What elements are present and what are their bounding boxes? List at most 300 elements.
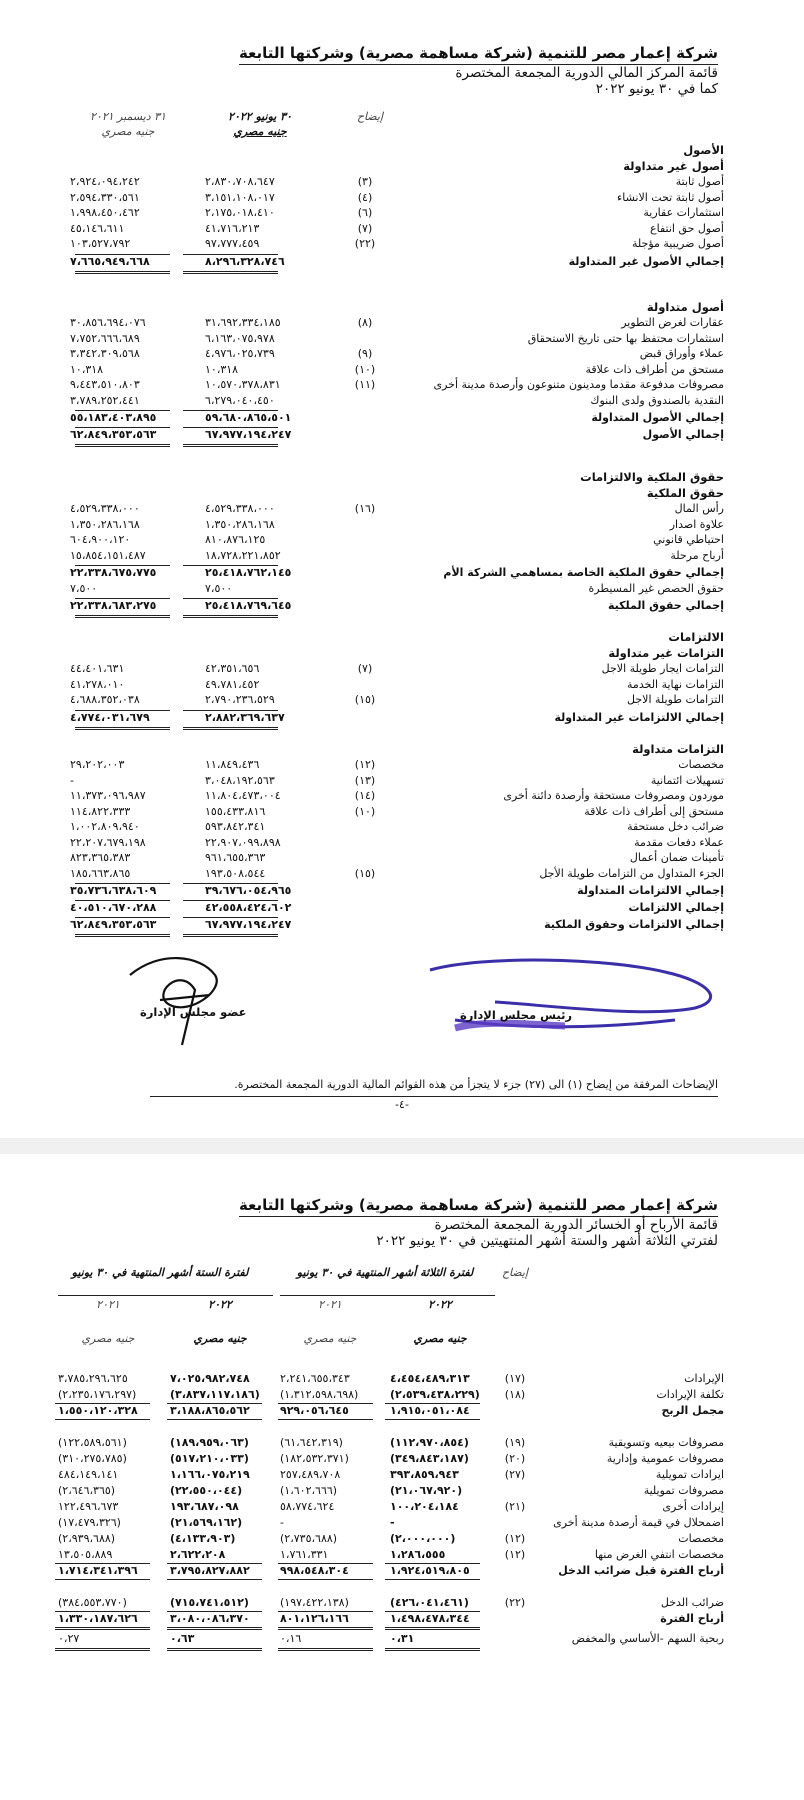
value-6m-2021: ٠،٢٧ bbox=[58, 1632, 80, 1645]
value-2022: ٧،٥٠٠ bbox=[205, 582, 233, 595]
table-row bbox=[0, 175, 804, 191]
year-2021-6m: ٢٠٢١ bbox=[96, 1298, 120, 1311]
table-row bbox=[0, 582, 804, 598]
value-6m-2022: (١٨٩،٩٥٩،٠٦٣) bbox=[170, 1436, 249, 1449]
eq-liab-total-rule-2022 bbox=[183, 934, 278, 937]
pretax-under-rule-0 bbox=[385, 1579, 480, 1580]
row-label: ايرادات تمويلية bbox=[655, 1468, 724, 1481]
value-2022: ١٠،٣١٨ bbox=[205, 362, 239, 376]
value-3m-2022: ٤،٤٥٤،٤٨٩،٣١٣ bbox=[390, 1372, 470, 1385]
row-label: أرباح مرحلة bbox=[670, 548, 724, 562]
value-2021: ٢٢،٣٣٨،٦٧٥،٧٧٥ bbox=[70, 566, 157, 579]
eq-total-rule-2021 bbox=[75, 615, 170, 618]
value-6m-2022: ٣،٠٨٠،٠٨٦،٣٧٠ bbox=[170, 1612, 250, 1625]
page2-header bbox=[239, 1196, 718, 1249]
table-row bbox=[0, 316, 804, 332]
row-label: عقارات لغرض التطوير bbox=[621, 316, 724, 329]
section-liabilities: الالتزامات bbox=[668, 630, 724, 644]
value-2021: ٩،٤٤٣،٥١٠،٨٠٣ bbox=[70, 378, 140, 391]
value-2022: ٢٥،٤١٨،٧٦٩،٦٤٥ bbox=[205, 599, 292, 612]
value-2022: ٦،٢٧٩،٠٤٠،٤٥٠ bbox=[205, 393, 275, 407]
table-row bbox=[0, 533, 804, 549]
eq-total-rule-2022 bbox=[183, 615, 278, 618]
value-2022: ٢،١٧٥،٠١٨،٤١٠ bbox=[205, 206, 275, 219]
row-label: أرباح الفترة bbox=[660, 1612, 724, 1625]
board-member-signature bbox=[120, 945, 230, 1055]
gross-rule-3 bbox=[55, 1403, 150, 1404]
table-row bbox=[0, 884, 804, 900]
row-label: مصروفات عمومية وإدارية bbox=[606, 1452, 724, 1465]
value-3m-2022: (١١٢،٩٧٠،٨٥٤) bbox=[390, 1436, 469, 1449]
value-2022: ١١،٨٤٩،٤٣٦ bbox=[205, 758, 260, 771]
value-3m-2021: ٢٥٧،٤٨٩،٧٠٨ bbox=[280, 1468, 341, 1481]
value-2022: ٢،٨٣٠،٧٠٨،٦٤٧ bbox=[205, 175, 275, 188]
value-2022: ٢٥،٤١٨،٧٦٢،١٤٥ bbox=[205, 566, 292, 579]
table-row bbox=[0, 711, 804, 727]
value-3m-2022: ١،٩٢٤،٥١٩،٨٠٥ bbox=[390, 1564, 470, 1577]
value-3m-2022: (٢،٠٠٠،٠٠٠) bbox=[390, 1532, 456, 1545]
value-3m-2021: (١،٦٠٢،٦٦٦) bbox=[280, 1484, 338, 1497]
value-2021: ١،٣٥٠،٢٨٦،١٦٨ bbox=[70, 517, 140, 531]
value-2021: ٣،٣٤٢،٣٠٩،٥٦٨ bbox=[70, 347, 140, 360]
value-6m-2021: (٢،٦٤٦،٣٦٥) bbox=[58, 1484, 116, 1497]
net-under-rule-3 bbox=[55, 1627, 150, 1630]
col-2021-unit: جنيه مصري bbox=[101, 125, 155, 138]
section-equity: حقوق الملكية bbox=[646, 486, 724, 500]
value-2021: ٢٢،٢٠٧،٦٧٩،١٩٨ bbox=[70, 835, 146, 849]
value-6m-2021: (٢،٢٣٥،١٧٦،٢٩٧) bbox=[58, 1388, 137, 1401]
value-2022: ١٨،٧٢٨،٢٢١،٨٥٢ bbox=[205, 548, 281, 562]
value-2022: ٩٧،٧٧٧،٤٥٩ bbox=[205, 237, 260, 250]
page1-header bbox=[239, 44, 718, 97]
nca-total-rule-2021 bbox=[75, 271, 170, 274]
value-3m-2021: ٢،٢٤١،٦٥٥،٣٤٣ bbox=[280, 1372, 350, 1385]
col-2022-date: ٣٠ يونيو ٢٠٢٢ bbox=[228, 110, 292, 123]
row-label: إجمالي حقوق الملكية الخاصة بمساهمي الشركة الأم bbox=[443, 566, 724, 579]
value-2022: ٦٧،٩٧٧،١٩٤،٢٤٧ bbox=[205, 428, 292, 441]
board-member-label: عضو مجلس الإدارة bbox=[140, 1005, 247, 1019]
value-6m-2022: ١،١٦٦،٠٧٥،٢١٩ bbox=[170, 1468, 250, 1481]
value-2021: ٧،٧٥٢،٦٦٦،٦٨٩ bbox=[70, 331, 140, 345]
section-current-liabilities: التزامات متداولة bbox=[632, 742, 724, 756]
value-2022: ٤٢،٥٥٨،٤٢٤،٦٠٢ bbox=[205, 901, 292, 914]
value-2022: ٣٩،٦٧٦،٠٥٤،٩٦٥ bbox=[205, 884, 292, 897]
value-6m-2022: ٣،١٨٨،٨٦٥،٥٦٢ bbox=[170, 1404, 250, 1417]
table-row bbox=[0, 378, 804, 394]
value-3m-2022: (٤٢٦،٠٤١،٤٦١) bbox=[390, 1596, 469, 1609]
row-label: مصروفات تمويلية bbox=[643, 1484, 724, 1497]
income-statement-page bbox=[0, 1154, 804, 1800]
assets-total-rule-2021 bbox=[75, 444, 170, 447]
value-6m-2022: (٢٢،٥٥٠،٠٤٤) bbox=[170, 1484, 243, 1497]
row-label: حقوق الحصص غير المسيطرة bbox=[588, 582, 724, 595]
row-note: (١٥) bbox=[354, 693, 376, 706]
value-6m-2021: (١٢٢،٥٨٩،٥٦١) bbox=[58, 1436, 127, 1449]
gross-under-rule-3 bbox=[55, 1419, 150, 1420]
row-label: أصول ثابتة bbox=[675, 175, 724, 188]
unit-2022-3m: جنيه مصري bbox=[413, 1332, 467, 1345]
footnote: الإيضاحات المرفقة من إيضاح (١) الى (٢٧) جزء لا يتجزأ من هذه القوائم المالية الدورية المجمعة المختصرة. bbox=[234, 1078, 718, 1091]
row-label: تأمينات ضمان أعمال bbox=[629, 851, 724, 864]
statement-title: قائمة المركز المالي الدورية المجمعة المختصرة bbox=[455, 65, 718, 81]
row-label: الإيرادات bbox=[684, 1372, 724, 1385]
unit-2021-6m: جنيه مصري bbox=[81, 1332, 135, 1345]
page-number: -٤- bbox=[395, 1098, 409, 1111]
value-2022: ١٠،٥٧٠،٣٧٨،٨٣١ bbox=[205, 378, 281, 391]
table-row bbox=[0, 901, 804, 917]
value-2021: ٤،٧٧٤،٠٣١،٦٧٩ bbox=[70, 710, 150, 724]
row-note: (١٨) bbox=[504, 1388, 526, 1401]
row-label: ربحية السهم -الأساسي والمخفض bbox=[571, 1632, 724, 1645]
row-label: رأس المال bbox=[674, 502, 724, 515]
row-label: التزامات طويلة الاجل bbox=[627, 693, 724, 706]
value-6m-2021: (٣٨٤،٥٥٣،٧٧٠) bbox=[58, 1596, 127, 1609]
value-2021: ١،٩٩٨،٤٥٠،٤٦٢ bbox=[70, 206, 140, 219]
table-row bbox=[0, 549, 804, 565]
row-label: مستحق إلى أطراف ذات علاقة bbox=[584, 804, 724, 818]
value-2021: ١٠،٣١٨ bbox=[70, 362, 104, 376]
col-2021-date: ٣١ ديسمبر ٢٠٢١ bbox=[90, 110, 166, 123]
value-2021: ١٠٣،٥٢٧،٧٩٢ bbox=[70, 237, 131, 250]
value-2021: ٢٢،٣٣٨،٦٨٣،٢٧٥ bbox=[70, 599, 157, 612]
value-2021: ١،٠٠٢،٨٠٩،٩٤٠ bbox=[70, 820, 140, 833]
value-2022: ٤٢،٣٥١،٦٥٦ bbox=[205, 662, 260, 675]
value-2021: ٨٢٣،٣٦٥،٣٨٣ bbox=[70, 851, 131, 864]
value-6m-2022: ٢،٦٢٢،٢٠٨ bbox=[170, 1548, 226, 1561]
eps-under-rule-1 bbox=[278, 1648, 373, 1651]
value-2022: ٤٩،٧٨١،٤٥٢ bbox=[205, 677, 260, 691]
ncl-total-rule-2021 bbox=[75, 727, 170, 730]
value-2021: ٣،٧٨٩،٢٥٢،٤٤١ bbox=[70, 393, 140, 407]
value-2022: ٩٦١،٦٥٥،٣٦٣ bbox=[205, 851, 266, 864]
value-2021: ١٥،٨٥٤،١٥١،٤٨٧ bbox=[70, 548, 146, 562]
row-label: تكلفة الإيرادات bbox=[656, 1388, 724, 1401]
eq-liab-total-rule-2021 bbox=[75, 934, 170, 937]
table-row bbox=[0, 1436, 804, 1452]
value-3m-2022: ٠،٣١ bbox=[390, 1632, 415, 1645]
value-6m-2021: (١٧،٤٧٩،٣٢٦) bbox=[58, 1516, 121, 1529]
row-label: التزامات ايجار طويلة الاجل bbox=[601, 662, 724, 675]
row-label: استثمارات عقارية bbox=[643, 206, 724, 219]
net-rule-1 bbox=[278, 1611, 373, 1612]
table-row bbox=[0, 599, 804, 615]
value-3m-2021: - bbox=[280, 1516, 284, 1529]
value-3m-2021: (١٨٢،٥٣٢،٣٧١) bbox=[280, 1452, 349, 1465]
value-2021: ٤٤،٤٠١،٦٣١ bbox=[70, 662, 125, 675]
section-equity-liabilities: حقوق الملكية والالتزامات bbox=[580, 470, 724, 484]
row-label: إجمالي الالتزامات المتداولة bbox=[577, 884, 724, 897]
value-3m-2022: ١،٤٩٨،٤٧٨،٣٤٤ bbox=[390, 1612, 470, 1625]
value-6m-2021: ١،٥٥٠،١٢٠،٣٢٨ bbox=[58, 1404, 138, 1417]
value-2022: ١١،٨٠٤،٤٧٣،٠٠٤ bbox=[205, 789, 281, 802]
row-note: (١٣) bbox=[354, 773, 376, 787]
row-note: (٦) bbox=[357, 206, 373, 219]
value-6m-2021: ٣،٧٨٥،٢٩٦،٦٢٥ bbox=[58, 1372, 128, 1385]
row-note: (١٤) bbox=[354, 789, 376, 802]
table-row bbox=[0, 428, 804, 444]
row-label: ضرائب الدخل bbox=[660, 1596, 724, 1609]
table-row bbox=[0, 394, 804, 410]
company-name-2: شركة إعمار مصر للتنمية (شركة مساهمة مصرية) وشركتها التابعة bbox=[239, 1196, 718, 1217]
row-label: علاوة اصدار bbox=[669, 517, 724, 531]
value-2022: ٨١٠،٨٧٦،١٢٥ bbox=[205, 533, 266, 546]
row-label: مصروفات مدفوعة مقدما ومدينون متنوعون وأرصدة مدينة أخرى bbox=[433, 378, 724, 391]
row-label: مجمل الربح bbox=[661, 1404, 724, 1417]
table-row bbox=[0, 502, 804, 518]
value-6m-2022: (٧١٥،٧٤١،٥١٢) bbox=[170, 1596, 249, 1609]
table-row bbox=[0, 1612, 804, 1628]
table-row bbox=[0, 347, 804, 363]
value-2021: ٥٥،١٨٣،٤٠٣،٨٩٥ bbox=[70, 411, 157, 424]
row-note: (١٥) bbox=[354, 866, 376, 880]
value-6m-2022: (٢١،٥٦٩،١٦٢) bbox=[170, 1516, 243, 1529]
section-current-assets: أصول متداولة bbox=[646, 300, 724, 314]
footnote-rule bbox=[150, 1096, 718, 1097]
row-label: إجمالي الالتزامات غير المتداولة bbox=[554, 710, 724, 724]
ncl-total-rule-2022 bbox=[183, 727, 278, 730]
value-6m-2022: (٤،١٣٣،٩٠٣) bbox=[170, 1532, 236, 1545]
row-note: (١٢) bbox=[354, 758, 376, 771]
gross-under-rule-1 bbox=[278, 1419, 373, 1420]
gross-rule-0 bbox=[385, 1403, 480, 1404]
section-noncurrent-assets: أصول غير متداولة bbox=[623, 159, 724, 173]
table-row bbox=[0, 693, 804, 709]
table-row bbox=[0, 758, 804, 774]
row-label: إيرادات أخرى bbox=[662, 1500, 724, 1513]
table-row bbox=[0, 1516, 804, 1532]
value-2022: ٢٢،٩٠٧،٠٩٩،٨٩٨ bbox=[205, 835, 281, 849]
net-under-rule-2 bbox=[167, 1627, 262, 1630]
table-row bbox=[0, 237, 804, 253]
value-2022: ٦،١٦٣،٠٧٥،٩٧٨ bbox=[205, 331, 275, 345]
row-note: (١٦) bbox=[354, 502, 376, 515]
table-row bbox=[0, 820, 804, 836]
table-row bbox=[0, 222, 804, 238]
value-2021: ١٨٥،٦٦٣،٨٦٥ bbox=[70, 866, 131, 880]
row-note: (١٠) bbox=[354, 362, 376, 376]
row-note: (١٩) bbox=[504, 1436, 526, 1449]
value-2022: ٥٩،٦٨٠،٨٦٥،٥٠١ bbox=[205, 411, 292, 424]
three-month-group: لفترة الثلاثة أشهر المنتهية في ٣٠ يونيو bbox=[296, 1266, 474, 1279]
row-label: أرباح الفترة قبل ضرائب الدخل bbox=[558, 1564, 724, 1577]
value-3m-2021: (١،٣١٢،٥٩٨،٦٩٨) bbox=[280, 1388, 359, 1401]
row-note: (٨) bbox=[357, 316, 373, 329]
table-row bbox=[0, 1468, 804, 1484]
value-6m-2022: ٣،٧٩٥،٨٢٧،٨٨٢ bbox=[170, 1564, 250, 1577]
row-label: استثمارات محتفظ بها حتى تاريخ الاستحقاق bbox=[527, 331, 724, 345]
pretax-rule-2 bbox=[167, 1563, 262, 1564]
chairman-signature bbox=[425, 950, 725, 1040]
table-row bbox=[0, 867, 804, 883]
value-3m-2021: ٠،١٦ bbox=[280, 1632, 302, 1645]
value-3m-2022: ٣٩٣،٨٥٩،٩٤٣ bbox=[390, 1468, 459, 1481]
assets-total-rule-2022 bbox=[183, 444, 278, 447]
value-6m-2022: (٥١٧،٢١٠،٠٣٣) bbox=[170, 1452, 249, 1465]
table-row bbox=[0, 789, 804, 805]
table-row bbox=[0, 191, 804, 207]
row-note: (٧) bbox=[357, 662, 373, 675]
value-2022: ١٥٥،٤٣٣،٨١٦ bbox=[205, 804, 266, 818]
row-label: أصول حق انتفاع bbox=[650, 221, 724, 235]
eps-under-rule-0 bbox=[385, 1648, 480, 1651]
row-note: (٢٠) bbox=[504, 1452, 526, 1465]
row-label: مخصصات bbox=[678, 758, 724, 771]
table-row bbox=[0, 851, 804, 867]
value-3m-2021: (٦١،٦٤٢،٣١٩) bbox=[280, 1436, 343, 1449]
row-label: إجمالي الأصول غير المتداولة bbox=[568, 254, 724, 268]
value-2022: ٣،١٥١،١٠٨،٠١٧ bbox=[205, 190, 275, 204]
pretax-rule-0 bbox=[385, 1563, 480, 1564]
value-2021: ٤٥،١٤٦،٦١١ bbox=[70, 221, 125, 235]
value-2021: ٣٠،٨٥٦،٦٩٤،٠٧٦ bbox=[70, 316, 146, 329]
chairman-label: رئيس مجلس الإدارة bbox=[460, 1008, 573, 1022]
value-2021: ٦٢،٨٤٩،٣٥٣،٥٦٣ bbox=[70, 428, 157, 441]
row-label: مصروفات بيعيه وتسويقية bbox=[608, 1436, 724, 1449]
row-note: (١٢) bbox=[504, 1532, 526, 1545]
table-row bbox=[0, 1452, 804, 1468]
table-row bbox=[0, 518, 804, 534]
unit-2022-6m: جنيه مصري bbox=[193, 1332, 247, 1345]
row-label: تسهيلات ائتمانية bbox=[650, 773, 724, 787]
gross-under-rule-0 bbox=[385, 1419, 480, 1420]
col-2022-unit: جنيه مصري bbox=[233, 125, 287, 138]
table-row bbox=[0, 805, 804, 821]
table-row bbox=[0, 1596, 804, 1612]
value-2022: ٤١،٧١٦،٢١٣ bbox=[205, 221, 260, 235]
value-2022: ٢،٨٨٢،٣٦٩،٦٣٧ bbox=[205, 710, 285, 724]
gross-rule-1 bbox=[278, 1403, 373, 1404]
row-label: أصول ضريبية مؤجلة bbox=[632, 237, 724, 250]
value-6m-2022: ٧،٠٢٥،٩٨٢،٧٤٨ bbox=[170, 1372, 250, 1385]
table-row bbox=[0, 678, 804, 694]
row-note: (١٢) bbox=[504, 1548, 526, 1561]
value-6m-2021: ١٢٢،٤٩٦،٦٧٣ bbox=[58, 1500, 119, 1513]
value-6m-2021: ١،٧١٤،٣٤١،٣٩٦ bbox=[58, 1564, 138, 1577]
value-2021: ٢٩،٢٠٢،٠٠٣ bbox=[70, 758, 125, 771]
value-3m-2021: ٥٨،٧٧٤،٦٢٤ bbox=[280, 1500, 335, 1513]
value-2021: ٤٠،٥١٠،٦٧٠،٢٨٨ bbox=[70, 901, 157, 914]
value-6m-2021: ١،٣٣٠،١٨٧،٦٢٦ bbox=[58, 1612, 138, 1625]
row-label: عملاء وأوراق قبض bbox=[639, 347, 724, 360]
pretax-under-rule-1 bbox=[278, 1579, 373, 1580]
value-3m-2022: - bbox=[390, 1516, 395, 1529]
row-note: (١٧) bbox=[504, 1372, 526, 1385]
pretax-rule-1 bbox=[278, 1563, 373, 1564]
table-row bbox=[0, 363, 804, 379]
net-rule-0 bbox=[385, 1611, 480, 1612]
value-2022: ٦٧،٩٧٧،١٩٤،٢٤٧ bbox=[205, 918, 292, 931]
row-note: (١٠) bbox=[354, 804, 376, 818]
value-3m-2022: ١،٩١٥،٠٥١،٠٨٤ bbox=[390, 1404, 470, 1417]
value-2021: ٤١،٢٧٨،٠١٠ bbox=[70, 677, 125, 691]
row-note: (٤) bbox=[357, 190, 373, 204]
row-note: (٩) bbox=[357, 347, 373, 360]
row-note: (٢٢) bbox=[504, 1596, 526, 1609]
value-2021: - bbox=[70, 773, 74, 787]
value-3m-2021: ٨٠١،١٢٦،١٦٦ bbox=[280, 1612, 349, 1625]
value-3m-2022: (٢١،٠٦٧،٩٢٠) bbox=[390, 1484, 463, 1497]
company-name: شركة إعمار مصر للتنمية (شركة مساهمة مصرية) وشركتها التابعة bbox=[239, 44, 718, 65]
row-label: إجمالي الأصول المتداولة bbox=[591, 411, 724, 424]
value-2022: ٤،٥٢٩،٣٣٨،٠٠٠ bbox=[205, 502, 275, 515]
note-column-header: إيضاح bbox=[356, 110, 384, 123]
value-2021: ٧،٦٦٥،٩٤٩،٦٦٨ bbox=[70, 254, 150, 268]
pretax-rule-3 bbox=[55, 1563, 150, 1564]
year-2022-3m: ٢٠٢٢ bbox=[428, 1298, 452, 1311]
value-3m-2022: ١٠٠،٢٠٤،١٨٤ bbox=[390, 1500, 459, 1513]
value-6m-2021: ٤٨٤،١٤٩،١٤١ bbox=[58, 1468, 119, 1481]
row-label: ضرائب دخل مستحقة bbox=[627, 820, 724, 833]
value-6m-2021: (٣١٠،٢٧٥،٧٨٥) bbox=[58, 1452, 127, 1465]
row-label: موردون ومصروفات مستحقة وأرصدة دائنة أخرى bbox=[503, 789, 724, 802]
row-label: إجمالي الالتزامات وحقوق الملكية bbox=[544, 918, 724, 931]
value-6m-2021: (٢،٩٣٩،٦٨٨) bbox=[58, 1532, 116, 1545]
value-2021: ١١٤،٨٢٢،٣٣٣ bbox=[70, 804, 131, 818]
row-note: (٣) bbox=[357, 175, 373, 188]
value-2022: ٨،٢٩٦،٣٢٨،٧٤٦ bbox=[205, 254, 285, 268]
value-6m-2022: ١٩٣،٦٨٧،٠٩٨ bbox=[170, 1500, 239, 1513]
net-under-rule-1 bbox=[278, 1627, 373, 1630]
net-rule-2 bbox=[167, 1611, 262, 1612]
table-row bbox=[0, 332, 804, 348]
row-label: إجمالي الالتزامات bbox=[628, 901, 724, 914]
row-label: إجمالي الأصول bbox=[642, 428, 724, 441]
value-2021: ٤،٦٨٨،٣٥٢،٠٣٨ bbox=[70, 693, 140, 706]
row-label: مخصصات bbox=[678, 1532, 724, 1545]
year-2021-3m: ٢٠٢١ bbox=[318, 1298, 342, 1311]
statement-date: كما في ٣٠ يونيو ٢٠٢٢ bbox=[595, 81, 718, 97]
table-row bbox=[0, 1484, 804, 1500]
section-noncurrent-liabilities: التزامات غير متداولة bbox=[608, 646, 724, 660]
eps-under-rule-2 bbox=[167, 1648, 262, 1651]
value-3m-2022: (٢،٥٣٩،٤٣٨،٢٢٩) bbox=[390, 1388, 480, 1401]
value-3m-2021: ١،٧٦١،٣٣١ bbox=[280, 1548, 329, 1561]
table-row bbox=[0, 206, 804, 222]
value-2021: ٢،٥٩٤،٣٣٠،٥٦١ bbox=[70, 190, 140, 204]
value-6m-2022: ٠،٦٣ bbox=[170, 1632, 195, 1645]
section-assets: الأصول bbox=[683, 143, 724, 157]
table-row bbox=[0, 1548, 804, 1564]
value-2022: ٣١،٦٩٢،٣٣٤،١٨٥ bbox=[205, 316, 281, 329]
row-label: احتياطي قانوني bbox=[653, 533, 724, 546]
value-2022: ٣،٠٤٨،١٩٢،٥٦٣ bbox=[205, 773, 275, 787]
table-row bbox=[0, 1388, 804, 1404]
net-under-rule-0 bbox=[385, 1627, 480, 1630]
table-row bbox=[0, 1372, 804, 1388]
row-note: (١١) bbox=[354, 378, 376, 391]
statement-title-2: قائمة الأرباح أو الخسائر الدورية المجمعة المختصرة bbox=[434, 1217, 718, 1233]
value-2021: ٦٢،٨٤٩،٣٥٣،٥٦٣ bbox=[70, 918, 157, 931]
table-row bbox=[0, 1404, 804, 1420]
row-label: إجمالي حقوق الملكية bbox=[607, 599, 724, 612]
six-month-group: لفترة الستة أشهر المنتهية في ٣٠ يونيو bbox=[71, 1266, 249, 1279]
value-3m-2022: ١،٢٨٦،٥٥٥ bbox=[390, 1548, 446, 1561]
value-2021: ٤،٥٢٩،٣٣٨،٠٠٠ bbox=[70, 502, 140, 515]
value-2021: ٣٥،٧٣٦،٦٣٨،٦٠٩ bbox=[70, 884, 157, 897]
row-note: (٢٢) bbox=[354, 237, 376, 250]
row-label: الجزء المتداول من التزامات طويلة الأجل bbox=[539, 866, 724, 880]
value-2021: ٦٠٤،٩٠٠،١٢٠ bbox=[70, 533, 131, 546]
table-row bbox=[0, 1500, 804, 1516]
table-row bbox=[0, 662, 804, 678]
gross-rule-2 bbox=[167, 1403, 262, 1404]
pretax-under-rule-3 bbox=[55, 1579, 150, 1580]
value-3m-2021: ٩٩٨،٥٤٨،٣٠٤ bbox=[280, 1564, 349, 1577]
row-label: مستحق من أطراف ذات علاقة bbox=[585, 362, 724, 376]
eps-under-rule-3 bbox=[55, 1648, 150, 1651]
row-label: اضمحلال في قيمة أرصدة مدينة أخرى bbox=[553, 1516, 724, 1529]
note-column-header-2: إيضاح bbox=[501, 1266, 529, 1279]
